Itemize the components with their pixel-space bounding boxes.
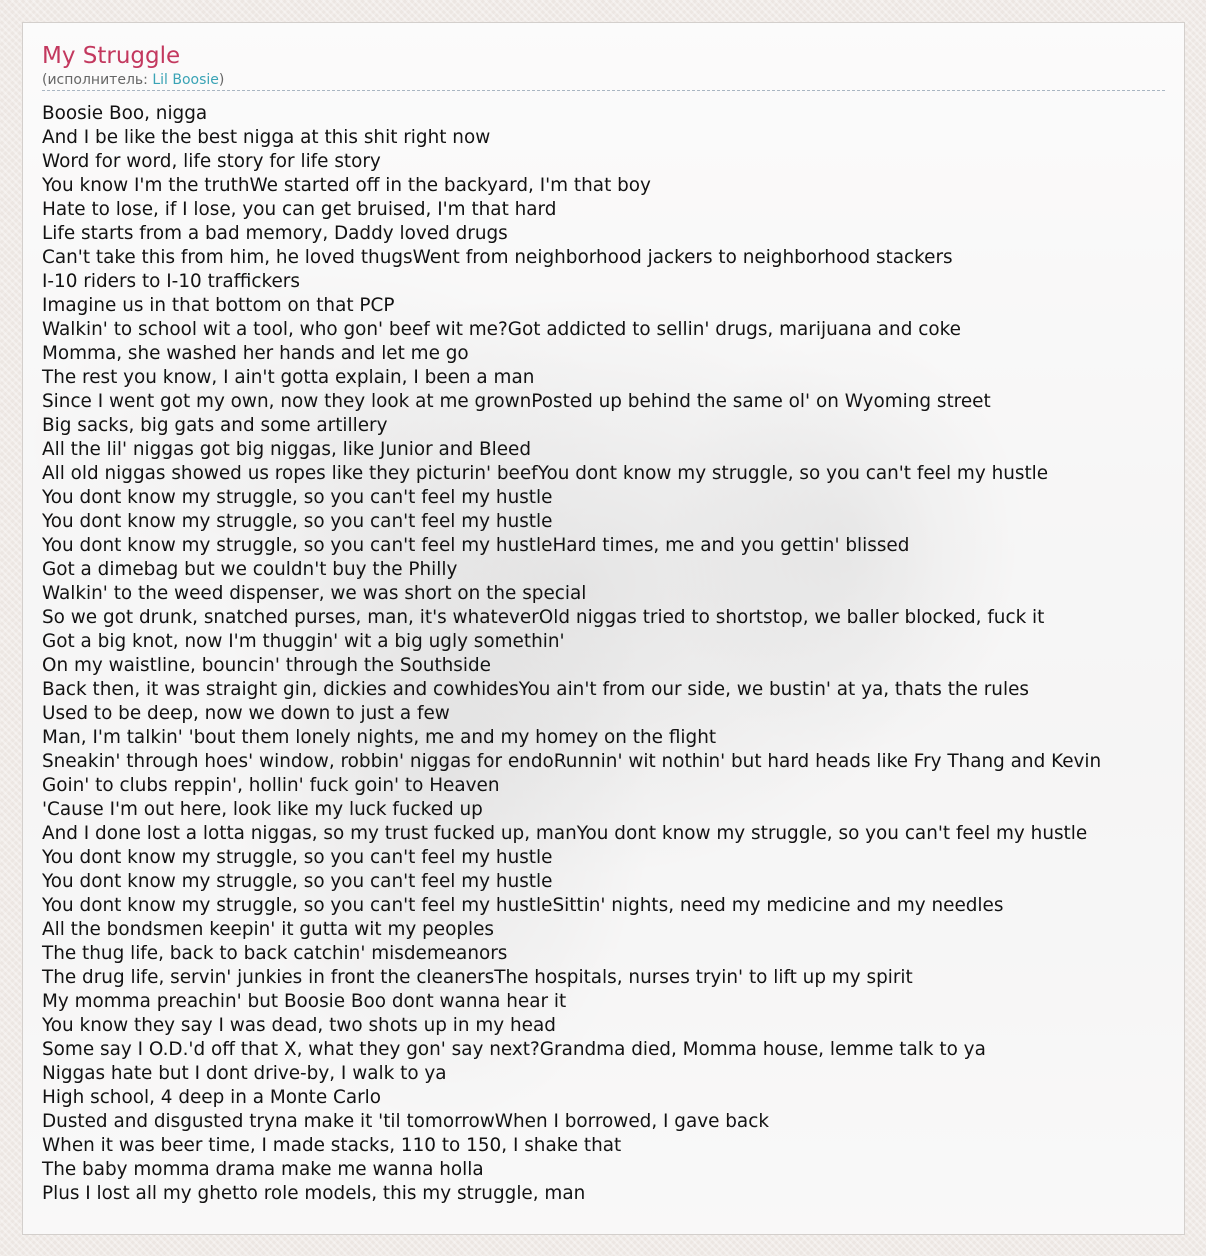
lyric-line: The rest you know, I ain't gotta explain, I been a man [42, 367, 535, 388]
lyric-line: The baby momma drama make me wanna holla [42, 1159, 484, 1180]
lyric-line: The drug life, servin' junkies in front the cleanersThe hospitals, nurses tryin' to lift up my spirit [42, 967, 913, 988]
lyric-line: Niggas hate but I dont drive-by, I walk to ya [42, 1063, 447, 1084]
lyric-line: My momma preachin' but Boosie Boo dont wanna hear it [42, 991, 567, 1012]
artist-line [42, 71, 1165, 89]
lyric-line: You dont know my struggle, so you can't feel my hustleHard times, me and you gettin' blissed [42, 535, 910, 556]
lyric-line: And I be like the best nigga at this shit right now [42, 127, 491, 148]
lyric-line: All the lil' niggas got big niggas, like Junior and Bleed [42, 439, 532, 460]
lyric-line: You dont know my struggle, so you can't feel my hustle [42, 871, 553, 892]
lyrics-card [22, 22, 1185, 1235]
lyric-line: Sneakin' through hoes' window, robbin' niggas for endoRunnin' wit nothin' but hard heads like Fry Thang and Kevin [42, 751, 1102, 772]
song-title: My Struggle [42, 43, 181, 69]
lyric-line: Dusted and disgusted tryna make it 'til tomorrowWhen I borrowed, I gave back [42, 1111, 769, 1132]
lyric-line: You know I'm the truthWe started off in the backyard, I'm that boy [42, 175, 651, 196]
lyric-line: All old niggas showed us ropes like they picturin' beefYou dont know my struggle, so you can't feel my hustle [42, 463, 1049, 484]
lyric-line: You know they say I was dead, two shots up in my head [42, 1015, 556, 1036]
lyric-line: So we got drunk, snatched purses, man, it's whateverOld niggas tried to shortstop, we baller blocked, fuck it [42, 607, 1045, 628]
lyric-line: You dont know my struggle, so you can't feel my hustle [42, 511, 553, 532]
lyric-line: Some say I O.D.'d off that X, what they gon' say next?Grandma died, Momma house, lemme talk to ya [42, 1039, 986, 1060]
artist-prefix: (исполнитель: [42, 72, 153, 88]
lyric-line: All the bondsmen keepin' it gutta wit my peoples [42, 919, 495, 940]
lyric-line: Goin' to clubs reppin', hollin' fuck goin' to Heaven [42, 775, 500, 796]
lyric-line: High school, 4 deep in a Monte Carlo [42, 1087, 382, 1108]
lyric-line: Big sacks, big gats and some artillery [42, 415, 388, 436]
lyric-line: Got a big knot, now I'm thuggin' wit a big ugly somethin' [42, 631, 565, 652]
lyric-line: Since I went got my own, now they look at me grownPosted up behind the same ol' on Wyoming street [42, 391, 991, 412]
artist-suffix: ) [218, 72, 225, 88]
lyric-line: Life starts from a bad memory, Daddy loved drugs [42, 223, 508, 244]
lyric-line: When it was beer time, I made stacks, 110 to 150, I shake that [42, 1135, 622, 1156]
lyric-line: Used to be deep, now we down to just a few [42, 703, 450, 724]
lyric-line: Imagine us in that bottom on that PCP [42, 295, 395, 316]
lyric-line: Plus I lost all my ghetto role models, this my struggle, man [42, 1183, 586, 1204]
lyric-line: Boosie Boo, nigga [42, 103, 208, 124]
lyric-line: You dont know my struggle, so you can't feel my hustle [42, 847, 553, 868]
lyric-line: Walkin' to school wit a tool, who gon' beef wit me?Got addicted to sellin' drugs, marijuana and coke [42, 319, 961, 340]
lyric-line: Walkin' to the weed dispenser, we was short on the special [42, 583, 587, 604]
lyric-line: Word for word, life story for life story [42, 151, 381, 172]
lyric-line: You dont know my struggle, so you can't feel my hustleSittin' nights, need my medicine and my needles [42, 895, 1004, 916]
lyric-line: And I done lost a lotta niggas, so my trust fucked up, manYou dont know my struggle, so you can't feel my hustle [42, 823, 1088, 844]
lyric-line: The thug life, back to back catchin' misdemeanors [42, 943, 508, 964]
header-divider [42, 90, 1165, 91]
artist-link[interactable]: Lil Boosie [152, 72, 219, 88]
lyric-line: On my waistline, bouncin' through the Southside [42, 655, 491, 676]
lyric-line: Got a dimebag but we couldn't buy the Philly [42, 559, 458, 580]
lyrics-text [42, 102, 1165, 1206]
lyric-line: Momma, she washed her hands and let me go [42, 343, 469, 364]
lyric-line: I-10 riders to I-10 traffickers [42, 271, 300, 292]
lyric-line: 'Cause I'm out here, look like my luck fucked up [42, 799, 483, 820]
lyrics-content [42, 41, 1165, 1206]
lyric-line: Hate to lose, if I lose, you can get bruised, I'm that hard [42, 199, 557, 220]
lyric-line: Man, I'm talkin' 'bout them lonely nights, me and my homey on the flight [42, 727, 717, 748]
lyric-line: Can't take this from him, he loved thugsWent from neighborhood jackers to neighborhood stackers [42, 247, 953, 268]
lyric-line: Back then, it was straight gin, dickies and cowhidesYou ain't from our side, we bustin' at ya, thats the rules [42, 679, 1029, 700]
lyric-line: You dont know my struggle, so you can't feel my hustle [42, 487, 553, 508]
